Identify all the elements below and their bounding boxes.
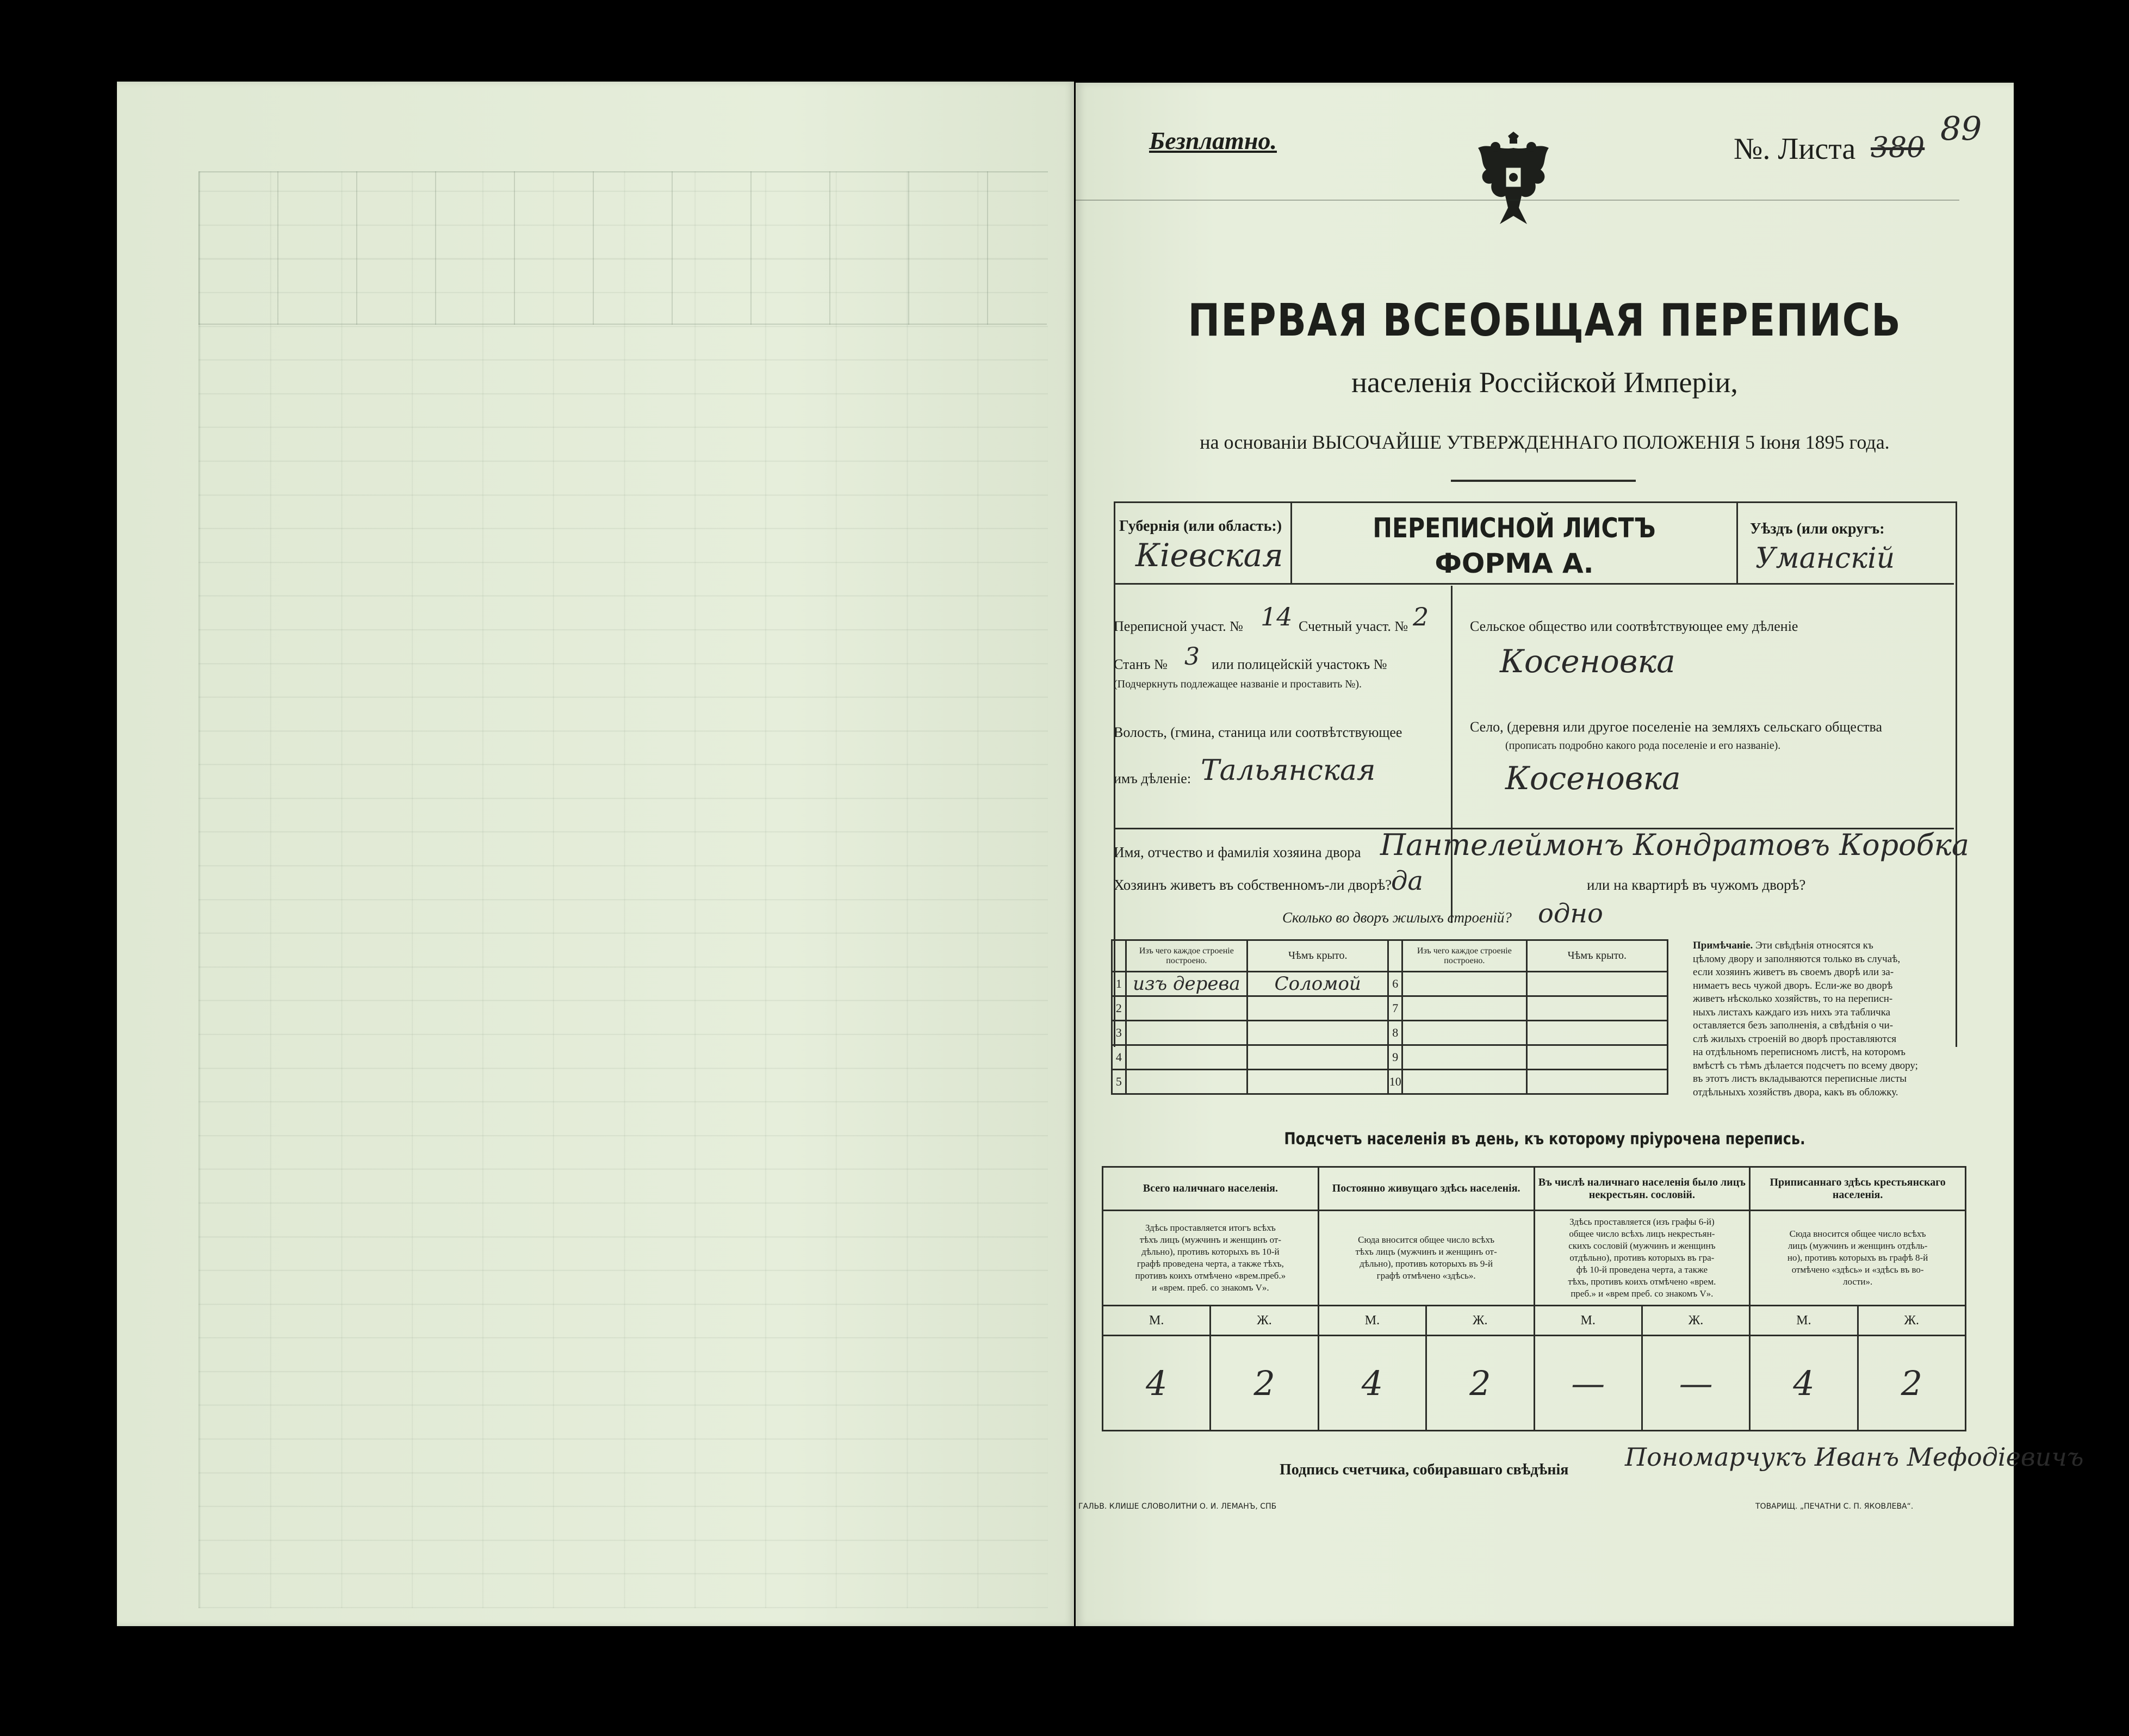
building-roof [1247, 1021, 1388, 1045]
remark-line: Эти свѣдѣнія относятся къ [1755, 940, 1873, 951]
sheet-number-struck: 380 [1871, 132, 1925, 164]
remark-line: если хозяинъ живетъ въ своемъ дворѣ или за- [1693, 966, 1894, 978]
building-material [1402, 1021, 1527, 1045]
desc-line: Сюда вносится общее число всѣхъ [1358, 1235, 1495, 1245]
building-material [1402, 996, 1527, 1021]
buildings-roof-head-left: Чѣмъ крыто. [1247, 940, 1388, 972]
row-number: 8 [1388, 1021, 1402, 1045]
ornament-divider [1451, 480, 1636, 482]
building-roof [1526, 1021, 1667, 1045]
village-value: Косеновка [1505, 760, 1681, 797]
count-m-label: М. [1534, 1306, 1642, 1336]
owner-lives-value: да [1391, 866, 1424, 896]
form-box-rule [1114, 583, 1954, 585]
row-number: 1 [1112, 972, 1126, 996]
header-rule [1076, 200, 1959, 201]
count-permanent-m: 4 [1318, 1336, 1426, 1431]
remark-block [1693, 939, 1954, 1099]
schetny-value: 2 [1413, 602, 1429, 631]
row-number: 4 [1112, 1045, 1126, 1070]
row-number: 2 [1112, 996, 1126, 1021]
fields-divider [1451, 586, 1453, 923]
imprint-left: ГАЛЬВ. КЛИШЕ СЛОВОЛИТНИ О. И. ЛЕМАНЪ, СПБ [1078, 1502, 1277, 1511]
volost-label-2: имъ дѣленіе: [1114, 771, 1191, 786]
buildings-material-head-left: Изъ чего каждое строеніе построено. [1126, 940, 1247, 972]
row-number: 5 [1112, 1070, 1126, 1094]
stan-value: 3 [1184, 643, 1200, 671]
owner-name-value: Пантелеймонъ Кондратовъ Коробка [1380, 828, 1970, 862]
remark-line: слѣ жилыхъ строеній во дворѣ проставляются [1693, 1033, 1897, 1045]
society-label: Сельское общество или соотвѣтствующее ему дѣленіе [1470, 618, 1798, 634]
count-desc-peasant [1750, 1211, 1966, 1306]
remark-line: живетъ нѣсколько хозяйствъ, то на переписн- [1693, 993, 1893, 1005]
count-desc-non-peasant [1534, 1211, 1750, 1306]
count-head-permanent: Постоянно живущаго здѣсь населенія. [1318, 1167, 1534, 1211]
building-material: изъ дерева [1126, 972, 1247, 996]
building-material [1126, 1070, 1247, 1094]
count-head-peasant: Приписаннаго здѣсь крестьянскаго населенія. [1750, 1167, 1966, 1211]
desc-line: дѣльно), противъ которыхъ въ 9-й [1360, 1258, 1493, 1269]
buildings-roof-head-right: Чѣмъ крыто. [1526, 940, 1667, 972]
buildings-num-head-left [1112, 940, 1126, 972]
desc-line: отмѣчено «здѣсь» и «здѣсь въ во- [1791, 1264, 1924, 1275]
society-value: Косеновка [1500, 643, 1675, 680]
desc-line: лицъ (мужчинъ и женщинъ отдѣль- [1787, 1241, 1928, 1251]
table-row [1112, 996, 1668, 1021]
bleed-through-header [198, 171, 1047, 325]
count-total-zh: 2 [1211, 1336, 1318, 1431]
count-desc-total [1103, 1211, 1319, 1306]
bleed-through-grid [198, 171, 1048, 1608]
buildings-count-label: Сколько во дворъ жилыхъ строеній? [1282, 909, 1512, 926]
owner-name-label: Имя, отчество и фамилія хозяина двора [1114, 844, 1361, 860]
remark-head: Примѣчаніе. [1693, 940, 1753, 951]
desc-line: отдѣльно), противъ которыхъ въ гра- [1569, 1253, 1715, 1263]
desc-line: но), противъ которыхъ въ графѣ 8-й [1787, 1253, 1928, 1263]
count-zh-label: Ж. [1211, 1306, 1318, 1336]
perepisnoy-value: 14 [1261, 602, 1293, 631]
desc-line: тѣхъ лицъ (мужчинъ и женщинъ от- [1139, 1235, 1282, 1245]
desc-line: преб.» и «врем преб. со знакомъ V». [1571, 1288, 1714, 1299]
building-roof [1526, 996, 1667, 1021]
desc-line: тѣхъ, противъ коихъ отмѣчено «врем. [1568, 1276, 1716, 1287]
building-material [1126, 1045, 1247, 1070]
building-material [1126, 1021, 1247, 1045]
count-peasant-zh: 2 [1858, 1336, 1965, 1431]
count-desc-permanent [1318, 1211, 1534, 1306]
guberniya-value: Кіевская [1135, 537, 1283, 574]
desc-line: графѣ проведена черта, а также тѣхъ, [1137, 1258, 1284, 1269]
count-total-m: 4 [1103, 1336, 1211, 1431]
desc-line: и «врем. преб. со знакомъ V». [1152, 1282, 1269, 1293]
uezd-value: Уманскій [1755, 542, 1895, 575]
remark-line: вмѣстѣ съ тѣмъ дѣлается подсчетъ по всему двору; [1693, 1059, 1918, 1071]
remark-line: въ этотъ листъ вкладываются переписные листы [1693, 1073, 1907, 1084]
building-roof [1526, 1070, 1667, 1094]
remark-line: нимаетъ весь чужой дворъ. Если-же во дворѣ [1693, 979, 1893, 991]
table-row [1112, 972, 1668, 996]
building-roof [1247, 1070, 1388, 1094]
count-peasant-m: 4 [1750, 1336, 1858, 1431]
underline-note: (Подчеркнуть подлежащее названіе и проставить №). [1114, 678, 1362, 690]
building-roof [1247, 1045, 1388, 1070]
desc-line: Сюда вносится общее число всѣхъ [1789, 1229, 1926, 1239]
left-page [117, 82, 1074, 1626]
buildings-table [1111, 939, 1668, 1095]
census-basis: на основаніи ВЫСОЧАЙШЕ УТВЕРЖДЕННАГО ПОЛОЖЕНІЯ 5 Іюня 1895 года. [1200, 431, 1890, 453]
census-subtitle: населенія Россійской Имперіи, [1351, 366, 1738, 399]
row-number: 6 [1388, 972, 1402, 996]
count-non-peasant-zh: — [1642, 1336, 1749, 1431]
schetny-label: Счетный участ. № [1299, 618, 1408, 634]
desc-line: Здѣсь проставляется итогъ всѣхъ [1145, 1223, 1276, 1233]
building-material [1402, 1070, 1527, 1094]
building-roof: Соломой [1247, 972, 1388, 996]
count-non-peasant-m: — [1534, 1336, 1642, 1431]
count-m-label: М. [1750, 1306, 1858, 1336]
volost-value: Тальянская [1201, 754, 1376, 787]
count-zh-label: Ж. [1858, 1306, 1965, 1336]
sheet-number-label: №. Листа [1734, 132, 1856, 166]
desc-line: лости». [1843, 1276, 1873, 1287]
village-label: Село, (деревня или другое поселеніе на земляхъ сельскаго общества [1470, 719, 1882, 735]
row-number: 7 [1388, 996, 1402, 1021]
volost-label: Волость, (гмина, станица или соотвѣтствующее [1114, 724, 1402, 740]
double-headed-eagle-emblem-icon [1467, 126, 1560, 240]
stan-label: Станъ № [1114, 656, 1168, 672]
form-letter: ФОРМА А. [1435, 548, 1594, 579]
table-row [1112, 1045, 1668, 1070]
row-number: 10 [1388, 1070, 1402, 1094]
count-title: Подсчетъ населенія въ день, къ которому пріурочена перепись. [1284, 1130, 1805, 1149]
building-roof [1526, 972, 1667, 996]
signature-label: Подпись счетчика, собиравшаго свѣдѣнія [1280, 1461, 1569, 1478]
count-head-non-peasant: Въ числѣ наличнаго населенія было лицъ некрестьян. сословій. [1534, 1167, 1750, 1211]
desc-line: фѣ 10-й проведена черта, а также [1576, 1264, 1708, 1275]
remark-line: на отдѣльномъ переписномъ листѣ, на которомъ [1693, 1046, 1906, 1058]
owner-lives-label: Хозяинъ живетъ въ собственномъ-ли дворѣ? [1114, 877, 1392, 893]
buildings-count-value: одно [1538, 898, 1603, 929]
remark-line: ныхъ листахъ каждаго изъ нихъ эта табличка [1693, 1006, 1891, 1018]
buildings-material-head-right: Изъ чего каждое строеніе построено. [1402, 940, 1527, 972]
row-number: 3 [1112, 1021, 1126, 1045]
row-number: 9 [1388, 1045, 1402, 1070]
building-material [1126, 996, 1247, 1021]
census-title: ПЕРВАЯ ВСЕОБЩАЯ ПЕРЕПИСЬ [1188, 295, 1902, 346]
desc-line: тѣхъ лицъ (мужчинъ и женщинъ от- [1355, 1247, 1497, 1257]
desc-line: Здѣсь проставляется (изъ графы 6-й) [1569, 1217, 1715, 1227]
remark-line: цѣлому двору и заполняются только въ случаѣ, [1693, 953, 1901, 965]
count-permanent-zh: 2 [1426, 1336, 1534, 1431]
imprint-right: ТОВАРИЩ. „ПЕЧАТНИ С. П. ЯКОВЛЕВА“. [1755, 1502, 1914, 1511]
population-count-table [1102, 1166, 1966, 1431]
village-note: (прописать подробно какого рода поселеніе и его названіе). [1505, 740, 1781, 752]
count-m-label: М. [1103, 1306, 1211, 1336]
desc-line: противъ коихъ отмѣчено «врем.преб.» [1135, 1270, 1286, 1281]
table-row [1112, 1021, 1668, 1045]
sheet-number-value: 89 [1940, 110, 1982, 148]
sheet-title: ПЕРЕПИСНОЙ ЛИСТЪ [1373, 512, 1656, 544]
table-row [1112, 1070, 1668, 1094]
count-m-label: М. [1318, 1306, 1426, 1336]
form-box-divider-right [1736, 501, 1738, 583]
buildings-num-head-right [1388, 940, 1402, 972]
police-label: или полицейскій участокъ № [1212, 656, 1387, 672]
building-material [1402, 1045, 1527, 1070]
count-zh-label: Ж. [1642, 1306, 1749, 1336]
count-head-total: Всего наличнаго населенія. [1103, 1167, 1319, 1211]
building-roof [1247, 996, 1388, 1021]
building-material [1402, 972, 1527, 996]
signature-value: Пономарчукъ Иванъ Мефодіевичъ [1625, 1442, 2084, 1472]
remark-line: оставляется безъ заполненія, а свѣдѣнія о чи- [1693, 1020, 1894, 1031]
desc-line: скихъ сословій (мужчинъ и женщинъ [1568, 1241, 1716, 1251]
remark-line: отдѣльныхъ хозяйствъ двора, какъ въ обложку. [1693, 1086, 1898, 1098]
census-form-page [1076, 83, 2084, 1626]
uezd-label: Уѣздъ (или округъ: [1750, 520, 1885, 537]
guberniya-label: Губернія (или область:) [1119, 518, 1282, 535]
desc-line: дѣльно), противъ которыхъ въ 10-й [1141, 1247, 1280, 1257]
count-zh-label: Ж. [1426, 1306, 1534, 1336]
building-roof [1526, 1045, 1667, 1070]
desc-line: общее число всѣхъ лицъ некрестьян- [1569, 1229, 1715, 1239]
desc-line: графѣ отмѣчено «здѣсь». [1376, 1270, 1476, 1281]
perepisnoy-label: Переписной участ. № [1114, 618, 1243, 634]
free-label: Безплатно. [1149, 127, 1277, 154]
owner-lives-or-label: или на квартирѣ въ чужомъ дворѣ? [1587, 877, 1806, 893]
